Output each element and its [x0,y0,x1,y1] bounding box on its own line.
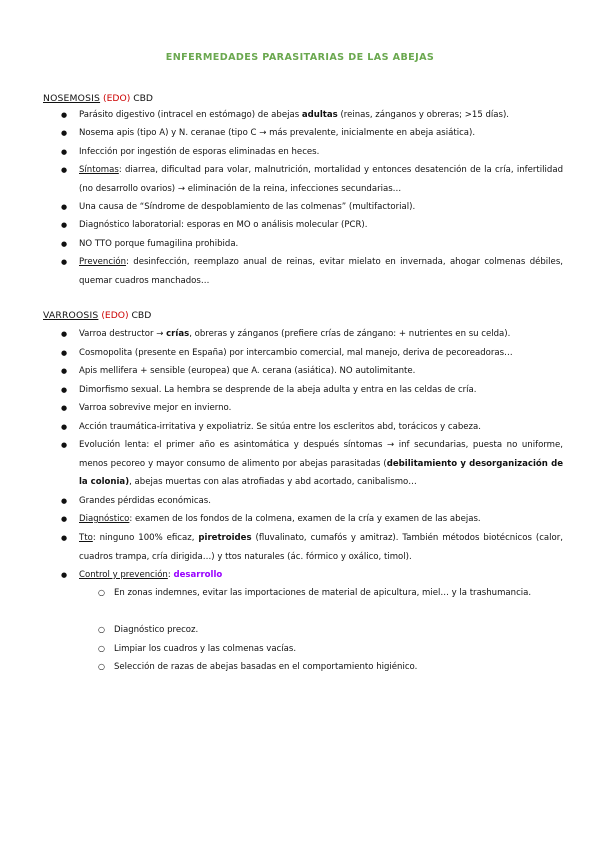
bullet-icon: ● [61,111,68,119]
list-item: Apis mellifera + sensible (europea) que A. cerana (asiática). NO autolimitante. [79,366,416,376]
list-item: NO TTO porque fumagilina prohibida. [79,239,239,249]
bullet-icon: ● [61,330,68,338]
circle-bullet-icon: ○ [98,588,105,597]
bullet-icon: ● [61,240,68,248]
list-item: Evolución lenta: el primer año es asintomática y después síntomas → inf secundarias, puesta no uniforme, menos pecoreo y mayor consumo de alimento por abejas parasitadas (debilitamiento y desorganización de la colonia), abejas muertas con alas atrofiadas y abd acortado, canibalismo… [79,440,563,488]
bullet-icon: ● [61,258,68,266]
list-item: Tto: ninguno 100% eficaz, piretroides (fluvalinato, cumafós y amitraz). También métodos biotécnicos (calor, cuadros trampa, cría dirigida…) y ttos naturales (ác. fórmico y oxálico, timol). [79,533,563,562]
edo-tag: (EDO) [103,93,131,104]
section-name: NOSEMOSIS [43,93,101,104]
bullet-icon: ● [61,571,68,579]
circle-bullet-icon: ○ [98,625,105,634]
list-item: Acción traumática-irritativa y expoliatriz. Se sitúa entre los escleritos abd, torácicos y cabeza. [79,422,481,432]
bullet-icon: ● [61,129,68,137]
page-title: ENFERMEDADES PARASITARIAS DE LAS ABEJAS [165,52,435,63]
list-item: Síntomas: diarrea, dificultad para volar, malnutrición, mortalidad y entonces desatención de la cría, infertilidad (no desarrollo ovarios) → eliminación de la reina, infecciones secundarias… [79,165,563,194]
edo-tag: (EDO) [101,310,129,321]
bullet-icon: ● [61,423,68,431]
list-item: Varroa destructor → crías, obreras y zánganos (prefiere crías de zángano: + nutrientes en su celda). [79,329,511,339]
bullet-icon: ● [61,367,68,375]
bullet-icon: ● [61,497,68,505]
list-item: Parásito digestivo (intracel en estómago) de abejas adultas (reinas, zánganos y obreras; >15 días). [79,110,510,120]
circle-bullet-icon: ○ [98,662,105,671]
bullet-icon: ● [61,441,68,449]
list-item: Infección por ingestión de esporas eliminadas en heces. [79,147,320,157]
cbd-tag: CBD [133,93,153,104]
bullet-icon: ● [61,203,68,211]
bullet-icon: ● [61,515,68,523]
bullet-icon: ● [61,148,68,156]
list-item: Prevención: desinfección, reemplazo anual de reinas, evitar mielato en invernada, ahogar colmenas débiles, quemar cuadros manchados… [79,257,563,286]
bullet-icon: ● [61,534,68,542]
sub-list-item: Selección de razas de abejas basadas en el comportamiento higiénico. [114,662,418,672]
list-item: Nosema apis (tipo A) y N. ceranae (tipo C → más prevalente, inicialmente en abeja asiática). [79,128,476,138]
list-item: Grandes pérdidas económicas. [79,496,211,506]
circle-bullet-icon: ○ [98,644,105,653]
section-name: VARROOSIS [43,310,99,321]
list-item: Control y prevención: desarrollo [79,570,223,580]
sub-list-item: Limpiar los cuadros y las colmenas vacías. [114,644,297,654]
list-item: Diagnóstico laboratorial: esporas en MO o análisis molecular (PCR). [79,220,368,230]
list-item: Varroa sobrevive mejor en invierno. [79,403,232,413]
sub-list-item: Diagnóstico precoz. [114,625,199,635]
list-item: Diagnóstico: examen de los fondos de la colmena, examen de la cría y examen de las abejas. [79,514,481,524]
bullet-icon: ● [61,349,68,357]
bullet-icon: ● [61,386,68,394]
cbd-tag: CBD [131,310,152,321]
list-item: Dimorfismo sexual. La hembra se desprende de la abeja adulta y entra en las celdas de cría. [79,385,477,395]
list-item: Una causa de “Síndrome de despoblamiento de las colmenas” (multifactorial). [79,202,416,212]
bullet-icon: ● [61,404,68,412]
bullet-icon: ● [61,166,68,174]
bullet-icon: ● [61,221,68,229]
list-item: Cosmopolita (presente en España) por intercambio comercial, mal manejo, deriva de pecoreadoras… [79,348,513,358]
section-heading-varroosis [43,310,151,321]
section-heading-nosemosis [43,93,153,104]
sub-list-item: En zonas indemnes, evitar las importaciones de material de apicultura, miel… y la trashumancia. [114,588,532,598]
